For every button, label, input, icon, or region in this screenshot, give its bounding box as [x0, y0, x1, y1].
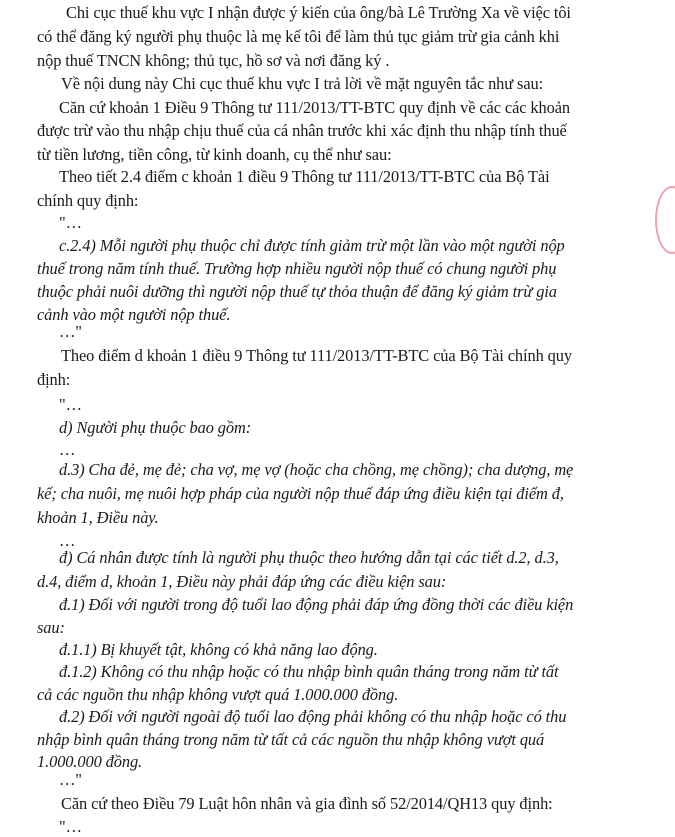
document-line: d.3) Cha đẻ, mẹ đẻ; cha vợ, mẹ vợ (hoặc cha chồng, mẹ chồng); cha dượng, mẹ [59, 460, 574, 479]
document-line: có thể đăng ký người phụ thuộc là mẹ kế tôi để làm thủ tục giảm trừ gia cảnh khi [37, 27, 560, 46]
document-line: cả các nguồn thu nhập không vượt quá 1.000.000 đồng. [37, 685, 399, 704]
document-line: … [59, 440, 76, 459]
document-line: đ.2) Đối với người ngoài độ tuổi lao động phải không có thu nhập hoặc có thu [59, 707, 567, 726]
document-line: "… [59, 395, 82, 414]
document-line: thuộc phải nuôi dưỡng thì người nộp thuế tự thỏa thuận để đăng ký giảm trừ gia [37, 282, 557, 301]
document-line: Theo tiết 2.4 điểm c khoản 1 điều 9 Thông tư 111/2013/TT-BTC của Bộ Tài [59, 167, 550, 186]
document-line: nhập bình quân tháng trong năm từ tất cả các nguồn thu nhập không vượt quá [37, 730, 545, 749]
document-line: đ.1.1) Bị khuyết tật, không có khả năng lao động. [59, 640, 378, 659]
document-line: Theo điểm d khoản 1 điều 9 Thông tư 111/2013/TT-BTC của Bộ Tài chính quy [61, 346, 572, 365]
document-line: được trừ vào thu nhập chịu thuế của cá nhân trước khi xác định thu nhập tính thuế [37, 121, 567, 140]
document-line: 1.000.000 đồng. [37, 752, 143, 771]
document-line: "… [59, 817, 82, 836]
document-line: sau: [37, 618, 65, 637]
document-line: đ.1) Đối với người trong độ tuổi lao động phải đáp ứng đồng thời các điều kiện [59, 595, 574, 614]
document-line: d.4, điểm d, khoản 1, Điều này phải đáp ứng các điều kiện sau: [37, 572, 447, 591]
document-line: …" [59, 770, 82, 789]
document-line: nộp thuế TNCN không; thủ tục, hồ sơ và nơi đăng ký . [37, 51, 390, 70]
document-line: d) Người phụ thuộc bao gồm: [59, 418, 252, 437]
document-line: định: [37, 370, 71, 389]
document-line: Chi cục thuế khu vực I nhận được ý kiến của ông/bà Lê Trường Xa về việc tôi [66, 3, 571, 22]
document-line: c.2.4) Mỗi người phụ thuộc chỉ được tính giảm trừ một lần vào một người nộp [59, 236, 565, 255]
document-line: đ.1.2) Không có thu nhập hoặc có thu nhập bình quân tháng trong năm từ tất [59, 662, 559, 681]
document-line: Về nội dung này Chi cục thuế khu vực I trả lời về mặt nguyên tắc như sau: [61, 74, 544, 93]
document-line: cảnh vào một người nộp thuế. [37, 305, 231, 324]
document-line: khoản 1, Điều này. [37, 508, 159, 527]
document-line: … [59, 531, 76, 550]
document-line: kế; cha nuôi, mẹ nuôi hợp pháp của người nộp thuế đáp ứng điều kiện tại điểm đ, [37, 484, 564, 503]
document-line: Căn cứ khoản 1 Điều 9 Thông tư 111/2013/TT-BTC quy định về các các khoản [59, 98, 570, 117]
document-line: thuế trong năm tính thuế. Trường hợp nhiều người nộp thuế có chung người phụ [37, 259, 557, 278]
red-seal-stamp-edge [655, 186, 675, 254]
document-line: chính quy định: [37, 191, 139, 210]
document-line: "… [59, 213, 82, 232]
document-line: …" [59, 322, 82, 341]
document-line: từ tiền lương, tiền công, từ kinh doanh, cụ thể như sau: [37, 145, 392, 164]
document-line: đ) Cá nhân được tính là người phụ thuộc theo hướng dẫn tại các tiết d.2, d.3, [59, 548, 559, 567]
document-line: Căn cứ theo Điều 79 Luật hôn nhân và gia đình số 52/2014/QH13 quy định: [61, 794, 553, 813]
